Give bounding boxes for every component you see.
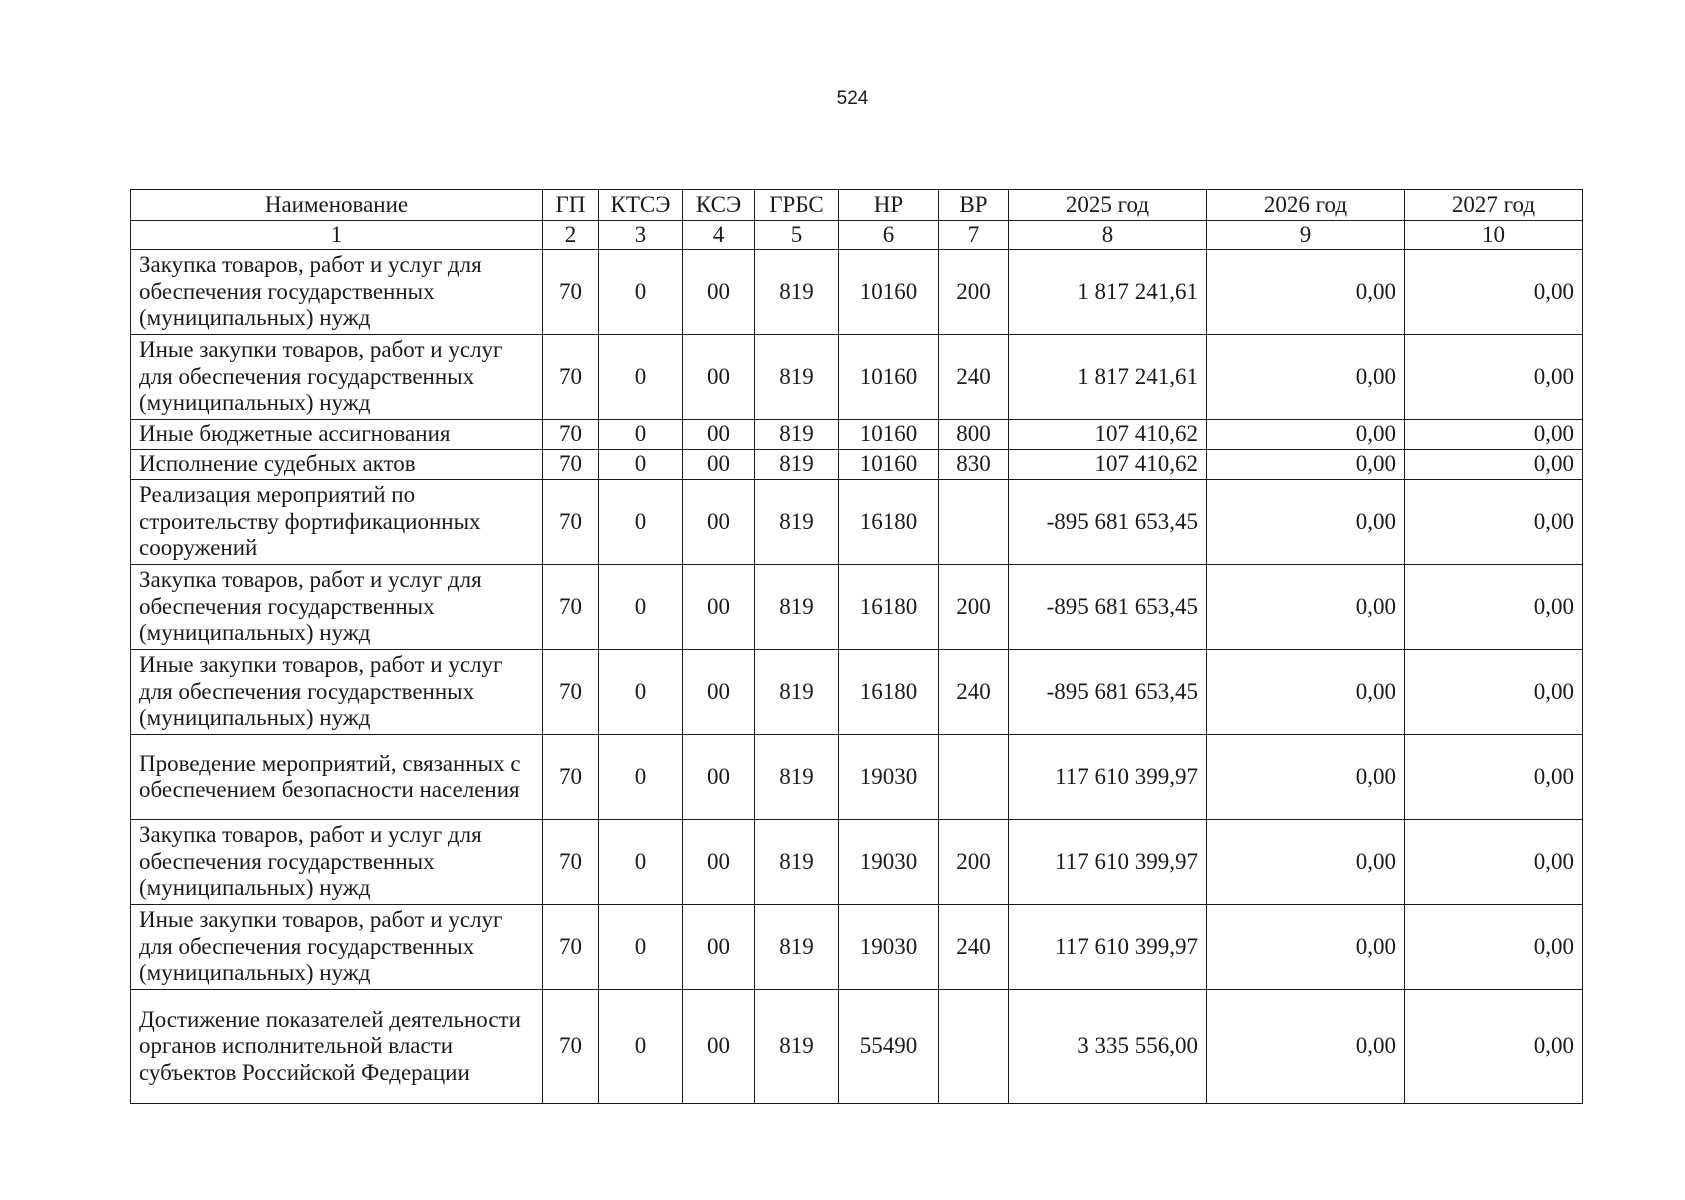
row-name: Иные закупки товаров, работ и услуг для обеспечения государственных (муниципальных) нужд <box>131 335 543 420</box>
row-amount-2027: 0,00 <box>1405 650 1583 735</box>
row-ktse: 0 <box>599 905 683 990</box>
row-nr: 10160 <box>839 250 939 335</box>
row-gp: 70 <box>543 420 599 450</box>
row-gp: 70 <box>543 650 599 735</box>
row-vr <box>939 480 1009 565</box>
row-amount-2026: 0,00 <box>1207 820 1405 905</box>
row-gp: 70 <box>543 820 599 905</box>
row-nr: 19030 <box>839 905 939 990</box>
row-amount-2027: 0,00 <box>1405 420 1583 450</box>
row-gp: 70 <box>543 735 599 820</box>
row-nr: 19030 <box>839 820 939 905</box>
row-grbs: 819 <box>755 450 839 480</box>
row-ktse: 0 <box>599 420 683 450</box>
row-gp: 70 <box>543 990 599 1104</box>
row-grbs: 819 <box>755 420 839 450</box>
column-number: 9 <box>1207 221 1405 250</box>
table-body <box>131 250 1583 1104</box>
row-amount-2027: 0,00 <box>1405 565 1583 650</box>
row-grbs: 819 <box>755 565 839 650</box>
row-nr: 10160 <box>839 420 939 450</box>
row-grbs: 819 <box>755 650 839 735</box>
row-kse: 00 <box>683 990 755 1104</box>
row-amount-2026: 0,00 <box>1207 450 1405 480</box>
row-vr: 200 <box>939 565 1009 650</box>
table-row <box>131 905 1583 990</box>
row-ktse: 0 <box>599 650 683 735</box>
column-number: 3 <box>599 221 683 250</box>
row-amount-2026: 0,00 <box>1207 735 1405 820</box>
row-nr: 55490 <box>839 990 939 1104</box>
row-gp: 70 <box>543 450 599 480</box>
row-grbs: 819 <box>755 905 839 990</box>
row-amount-2027: 0,00 <box>1405 450 1583 480</box>
row-amount-2025: 1 817 241,61 <box>1009 335 1207 420</box>
row-nr: 16180 <box>839 480 939 565</box>
row-gp: 70 <box>543 250 599 335</box>
row-kse: 00 <box>683 820 755 905</box>
row-name: Реализация мероприятий по строительству фортификационных сооружений <box>131 480 543 565</box>
table-row <box>131 565 1583 650</box>
row-grbs: 819 <box>755 820 839 905</box>
row-name: Закупка товаров, работ и услуг для обеспечения государственных (муниципальных) нужд <box>131 250 543 335</box>
column-number: 5 <box>755 221 839 250</box>
table-row <box>131 650 1583 735</box>
row-amount-2027: 0,00 <box>1405 905 1583 990</box>
column-number-row <box>131 221 1583 250</box>
row-nr: 19030 <box>839 735 939 820</box>
row-name: Достижение показателей деятельности органов исполнительной власти субъектов Российской Федерации <box>131 990 543 1104</box>
row-vr: 240 <box>939 650 1009 735</box>
row-ktse: 0 <box>599 450 683 480</box>
row-gp: 70 <box>543 905 599 990</box>
row-vr <box>939 735 1009 820</box>
header-vr: ВР <box>939 190 1009 221</box>
row-vr: 200 <box>939 820 1009 905</box>
row-ktse: 0 <box>599 480 683 565</box>
header-grbs: ГРБС <box>755 190 839 221</box>
row-kse: 00 <box>683 420 755 450</box>
row-nr: 16180 <box>839 650 939 735</box>
table-row <box>131 990 1583 1104</box>
row-amount-2026: 0,00 <box>1207 480 1405 565</box>
row-ktse: 0 <box>599 735 683 820</box>
row-vr: 240 <box>939 905 1009 990</box>
table-row <box>131 420 1583 450</box>
row-grbs: 819 <box>755 990 839 1104</box>
row-amount-2025: 107 410,62 <box>1009 420 1207 450</box>
row-grbs: 819 <box>755 250 839 335</box>
row-amount-2027: 0,00 <box>1405 990 1583 1104</box>
row-amount-2026: 0,00 <box>1207 990 1405 1104</box>
row-ktse: 0 <box>599 990 683 1104</box>
row-name: Исполнение судебных актов <box>131 450 543 480</box>
row-amount-2027: 0,00 <box>1405 820 1583 905</box>
row-name: Проведение мероприятий, связанных с обеспечением безопасности населения <box>131 735 543 820</box>
row-kse: 00 <box>683 905 755 990</box>
row-ktse: 0 <box>599 335 683 420</box>
row-gp: 70 <box>543 565 599 650</box>
row-amount-2027: 0,00 <box>1405 250 1583 335</box>
row-gp: 70 <box>543 480 599 565</box>
column-number: 8 <box>1009 221 1207 250</box>
row-kse: 00 <box>683 335 755 420</box>
row-kse: 00 <box>683 650 755 735</box>
table-row <box>131 735 1583 820</box>
row-amount-2026: 0,00 <box>1207 565 1405 650</box>
row-nr: 10160 <box>839 335 939 420</box>
row-name: Закупка товаров, работ и услуг для обеспечения государственных (муниципальных) нужд <box>131 565 543 650</box>
column-number: 7 <box>939 221 1009 250</box>
row-gp: 70 <box>543 335 599 420</box>
header-ktse: КТСЭ <box>599 190 683 221</box>
header-name: Наименование <box>131 190 543 221</box>
row-amount-2026: 0,00 <box>1207 250 1405 335</box>
header-2025: 2025 год <box>1009 190 1207 221</box>
row-vr: 240 <box>939 335 1009 420</box>
column-number: 2 <box>543 221 599 250</box>
row-name: Иные бюджетные ассигнования <box>131 420 543 450</box>
page-number: 524 <box>836 88 869 109</box>
row-name: Иные закупки товаров, работ и услуг для обеспечения государственных (муниципальных) нужд <box>131 905 543 990</box>
row-amount-2026: 0,00 <box>1207 650 1405 735</box>
row-grbs: 819 <box>755 735 839 820</box>
header-2027: 2027 год <box>1405 190 1583 221</box>
row-kse: 00 <box>683 450 755 480</box>
column-number: 10 <box>1405 221 1583 250</box>
row-ktse: 0 <box>599 565 683 650</box>
row-amount-2027: 0,00 <box>1405 480 1583 565</box>
header-nr: НР <box>839 190 939 221</box>
budget-table <box>130 189 1583 1104</box>
header-kse: КСЭ <box>683 190 755 221</box>
row-amount-2026: 0,00 <box>1207 335 1405 420</box>
row-name: Иные закупки товаров, работ и услуг для обеспечения государственных (муниципальных) нужд <box>131 650 543 735</box>
header-row <box>131 190 1583 221</box>
row-kse: 00 <box>683 250 755 335</box>
row-amount-2027: 0,00 <box>1405 335 1583 420</box>
row-nr: 16180 <box>839 565 939 650</box>
row-kse: 00 <box>683 480 755 565</box>
row-vr <box>939 990 1009 1104</box>
row-amount-2025: 3 335 556,00 <box>1009 990 1207 1104</box>
row-amount-2025: -895 681 653,45 <box>1009 650 1207 735</box>
row-amount-2025: -895 681 653,45 <box>1009 565 1207 650</box>
row-ktse: 0 <box>599 820 683 905</box>
table-row <box>131 450 1583 480</box>
column-number: 4 <box>683 221 755 250</box>
row-vr: 200 <box>939 250 1009 335</box>
row-amount-2027: 0,00 <box>1405 735 1583 820</box>
row-amount-2025: 117 610 399,97 <box>1009 735 1207 820</box>
row-amount-2025: 117 610 399,97 <box>1009 905 1207 990</box>
row-amount-2025: -895 681 653,45 <box>1009 480 1207 565</box>
row-name: Закупка товаров, работ и услуг для обеспечения государственных (муниципальных) нужд <box>131 820 543 905</box>
header-2026: 2026 год <box>1207 190 1405 221</box>
row-kse: 00 <box>683 565 755 650</box>
row-amount-2026: 0,00 <box>1207 905 1405 990</box>
row-ktse: 0 <box>599 250 683 335</box>
row-nr: 10160 <box>839 450 939 480</box>
column-number: 1 <box>131 221 543 250</box>
header-gp: ГП <box>543 190 599 221</box>
row-vr: 830 <box>939 450 1009 480</box>
row-vr: 800 <box>939 420 1009 450</box>
row-grbs: 819 <box>755 480 839 565</box>
table-row <box>131 250 1583 335</box>
column-number: 6 <box>839 221 939 250</box>
row-amount-2026: 0,00 <box>1207 420 1405 450</box>
table-row <box>131 335 1583 420</box>
table-row <box>131 480 1583 565</box>
table-row <box>131 820 1583 905</box>
row-kse: 00 <box>683 735 755 820</box>
row-amount-2025: 107 410,62 <box>1009 450 1207 480</box>
row-grbs: 819 <box>755 335 839 420</box>
row-amount-2025: 1 817 241,61 <box>1009 250 1207 335</box>
row-amount-2025: 117 610 399,97 <box>1009 820 1207 905</box>
